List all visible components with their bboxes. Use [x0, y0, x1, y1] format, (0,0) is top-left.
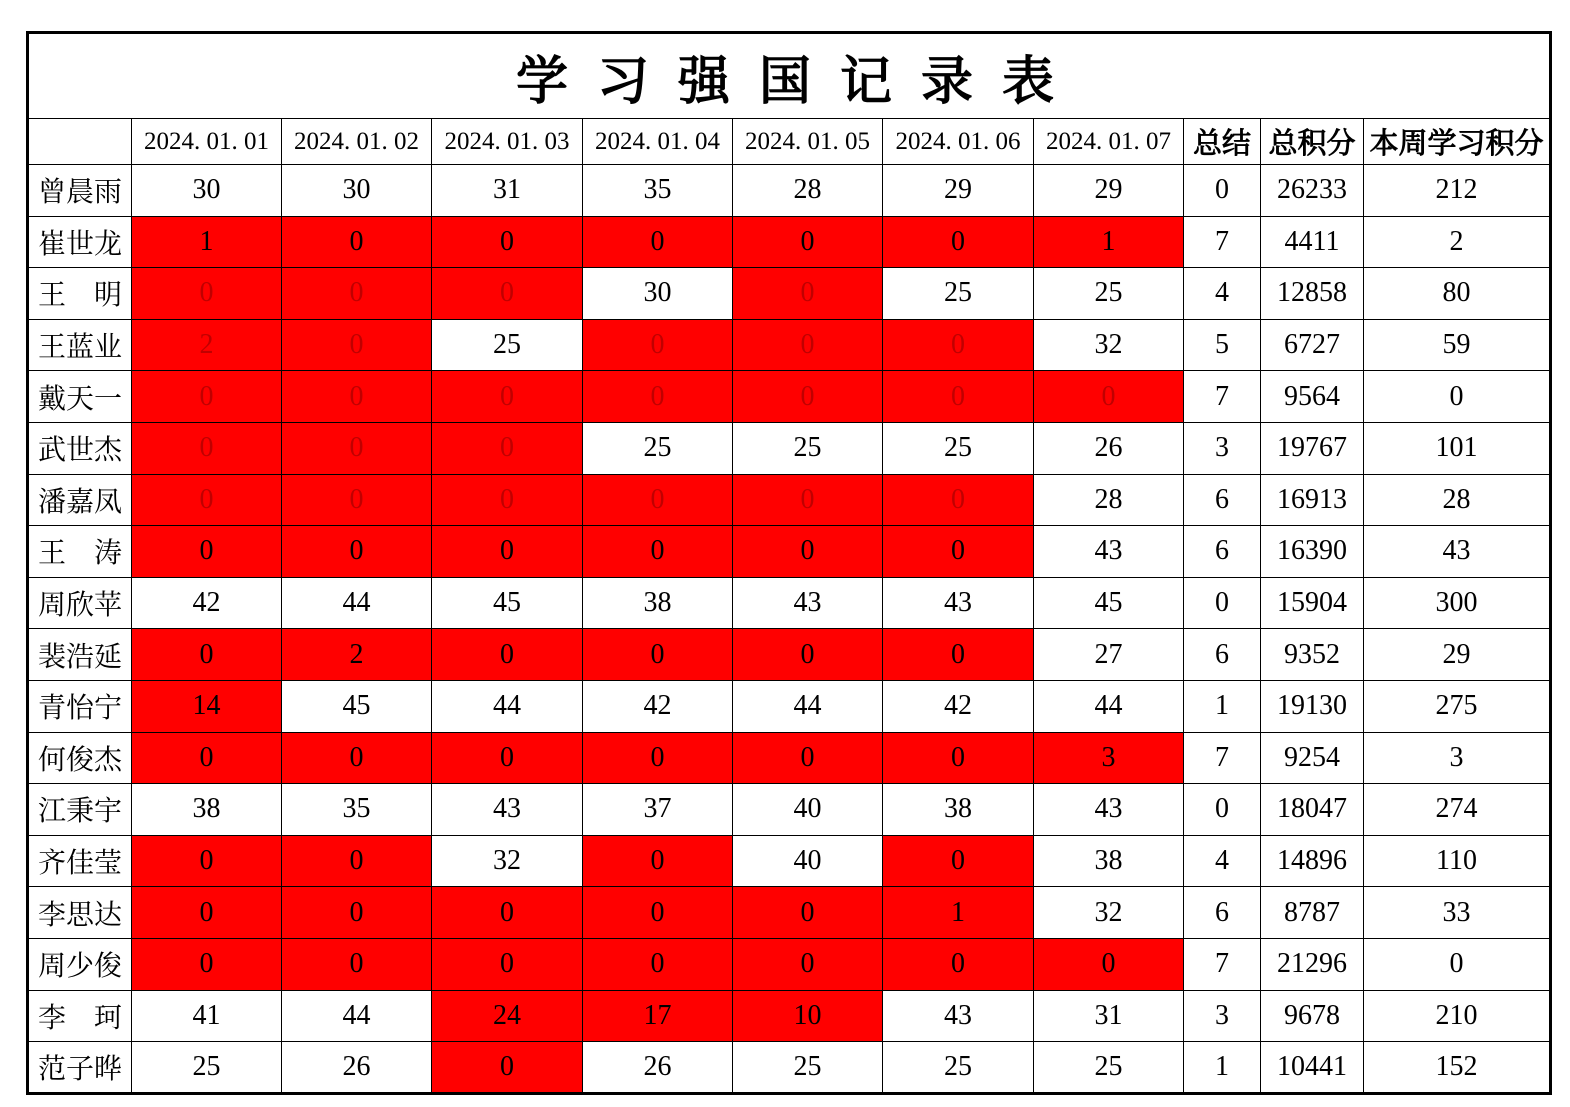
day-score-cell: 25: [883, 422, 1034, 474]
table-row: [28, 938, 1551, 990]
week-score-cell: 300: [1364, 577, 1551, 629]
day-score-cell: 32: [432, 835, 583, 887]
day-score-cell: 42: [132, 577, 282, 629]
student-name: 周欣苹: [28, 577, 132, 629]
student-name: 江秉宇: [28, 784, 132, 836]
day-score-cell: 25: [1034, 1042, 1184, 1094]
study-record-table: [26, 31, 1552, 1095]
table-row: [28, 784, 1551, 836]
week-score-cell: 33: [1364, 887, 1551, 939]
day-score-cell: 0: [432, 732, 583, 784]
week-score-cell: 274: [1364, 784, 1551, 836]
total-score-cell: 9254: [1261, 732, 1364, 784]
day-score-cell: 25: [1034, 268, 1184, 320]
table-row: [28, 268, 1551, 320]
week-score-cell: 101: [1364, 422, 1551, 474]
table-row: [28, 216, 1551, 268]
date-header-1: 2024. 01. 01: [132, 119, 282, 165]
table-row: [28, 577, 1551, 629]
day-score-cell: 29: [883, 165, 1034, 217]
day-score-cell: 32: [1034, 319, 1184, 371]
total-score-cell: 9352: [1261, 629, 1364, 681]
student-name: 李思达: [28, 887, 132, 939]
day-score-cell: 0: [132, 268, 282, 320]
day-score-cell: 0: [432, 216, 583, 268]
day-score-cell: 24: [432, 990, 583, 1042]
day-score-cell: 3: [1034, 732, 1184, 784]
total-score-cell: 21296: [1261, 938, 1364, 990]
week-score-cell: 80: [1364, 268, 1551, 320]
day-score-cell: 2: [282, 629, 432, 681]
day-score-cell: 31: [1034, 990, 1184, 1042]
day-score-cell: 14: [132, 680, 282, 732]
day-score-cell: 38: [132, 784, 282, 836]
day-score-cell: 42: [583, 680, 733, 732]
day-score-cell: 0: [132, 629, 282, 681]
summary-cell: 1: [1184, 680, 1261, 732]
table-row: [28, 165, 1551, 217]
summary-cell: 4: [1184, 268, 1261, 320]
total-score-cell: 16913: [1261, 474, 1364, 526]
day-score-cell: 0: [132, 526, 282, 578]
student-name: 范子晔: [28, 1042, 132, 1094]
date-header-4: 2024. 01. 04: [583, 119, 733, 165]
day-score-cell: 25: [733, 422, 883, 474]
student-name: 武世杰: [28, 422, 132, 474]
day-score-cell: 0: [733, 732, 883, 784]
day-score-cell: 0: [583, 835, 733, 887]
summary-cell: 0: [1184, 784, 1261, 836]
day-score-cell: 44: [733, 680, 883, 732]
student-name: 齐佳莹: [28, 835, 132, 887]
day-score-cell: 0: [733, 474, 883, 526]
day-score-cell: 0: [282, 319, 432, 371]
day-score-cell: 0: [132, 474, 282, 526]
day-score-cell: 25: [883, 268, 1034, 320]
day-score-cell: 0: [132, 938, 282, 990]
day-score-cell: 44: [1034, 680, 1184, 732]
table-row: [28, 990, 1551, 1042]
summary-cell: 6: [1184, 526, 1261, 578]
day-score-cell: 30: [583, 268, 733, 320]
day-score-cell: 10: [733, 990, 883, 1042]
day-score-cell: 25: [432, 319, 583, 371]
day-score-cell: 0: [583, 887, 733, 939]
day-score-cell: 25: [883, 1042, 1034, 1094]
week-score-cell: 212: [1364, 165, 1551, 217]
day-score-cell: 43: [1034, 526, 1184, 578]
day-score-cell: 0: [432, 629, 583, 681]
day-score-cell: 45: [432, 577, 583, 629]
day-score-cell: 0: [733, 371, 883, 423]
date-header-7: 2024. 01. 07: [1034, 119, 1184, 165]
day-score-cell: 43: [883, 577, 1034, 629]
total-score-cell: 9564: [1261, 371, 1364, 423]
day-score-cell: 37: [583, 784, 733, 836]
total-score-cell: 8787: [1261, 887, 1364, 939]
day-score-cell: 28: [733, 165, 883, 217]
day-score-cell: 38: [1034, 835, 1184, 887]
total-score-cell: 15904: [1261, 577, 1364, 629]
total-score-cell: 26233: [1261, 165, 1364, 217]
student-name: 周少俊: [28, 938, 132, 990]
student-name: 潘嘉凤: [28, 474, 132, 526]
day-score-cell: 0: [583, 732, 733, 784]
day-score-cell: 0: [282, 835, 432, 887]
student-name: 李 珂: [28, 990, 132, 1042]
day-score-cell: 0: [883, 474, 1034, 526]
student-name: 青怡宁: [28, 680, 132, 732]
day-score-cell: 1: [883, 887, 1034, 939]
total-score-cell: 18047: [1261, 784, 1364, 836]
day-score-cell: 1: [1034, 216, 1184, 268]
table-row: [28, 680, 1551, 732]
day-score-cell: 26: [583, 1042, 733, 1094]
day-score-cell: 25: [132, 1042, 282, 1094]
student-name: 裴浩延: [28, 629, 132, 681]
day-score-cell: 38: [583, 577, 733, 629]
day-score-cell: 1: [132, 216, 282, 268]
summary-cell: 6: [1184, 474, 1261, 526]
day-score-cell: 0: [132, 835, 282, 887]
week-score-cell: 0: [1364, 938, 1551, 990]
day-score-cell: 0: [733, 216, 883, 268]
day-score-cell: 0: [733, 938, 883, 990]
day-score-cell: 0: [733, 319, 883, 371]
summary-header: 总结: [1184, 119, 1261, 165]
day-score-cell: 0: [883, 371, 1034, 423]
corner-cell: [28, 119, 132, 165]
day-score-cell: 0: [883, 319, 1034, 371]
total-score-cell: 19130: [1261, 680, 1364, 732]
day-score-cell: 0: [432, 1042, 583, 1094]
summary-cell: 6: [1184, 887, 1261, 939]
week-score-cell: 110: [1364, 835, 1551, 887]
day-score-cell: 0: [733, 526, 883, 578]
header-row: [28, 119, 1551, 165]
day-score-cell: 32: [1034, 887, 1184, 939]
total-score-cell: 14896: [1261, 835, 1364, 887]
summary-cell: 4: [1184, 835, 1261, 887]
day-score-cell: 0: [282, 938, 432, 990]
day-score-cell: 43: [1034, 784, 1184, 836]
day-score-cell: 0: [432, 371, 583, 423]
total-score-cell: 4411: [1261, 216, 1364, 268]
day-score-cell: 0: [132, 887, 282, 939]
date-header-2: 2024. 01. 02: [282, 119, 432, 165]
table-row: [28, 371, 1551, 423]
week-score-cell: 2: [1364, 216, 1551, 268]
table-row: [28, 1042, 1551, 1094]
day-score-cell: 42: [883, 680, 1034, 732]
day-score-cell: 26: [282, 1042, 432, 1094]
day-score-cell: 26: [1034, 422, 1184, 474]
day-score-cell: 44: [282, 577, 432, 629]
date-header-5: 2024. 01. 05: [733, 119, 883, 165]
week-score-cell: 0: [1364, 371, 1551, 423]
day-score-cell: 44: [432, 680, 583, 732]
day-score-cell: 43: [733, 577, 883, 629]
day-score-cell: 28: [1034, 474, 1184, 526]
day-score-cell: 0: [733, 887, 883, 939]
day-score-cell: 0: [282, 216, 432, 268]
week-score-cell: 43: [1364, 526, 1551, 578]
day-score-cell: 29: [1034, 165, 1184, 217]
summary-cell: 0: [1184, 577, 1261, 629]
day-score-cell: 43: [883, 990, 1034, 1042]
week-score-cell: 59: [1364, 319, 1551, 371]
day-score-cell: 25: [583, 422, 733, 474]
student-name: 崔世龙: [28, 216, 132, 268]
day-score-cell: 45: [1034, 577, 1184, 629]
summary-cell: 3: [1184, 990, 1261, 1042]
day-score-cell: 0: [583, 629, 733, 681]
table-row: [28, 474, 1551, 526]
day-score-cell: 0: [883, 938, 1034, 990]
day-score-cell: 0: [432, 887, 583, 939]
day-score-cell: 0: [432, 268, 583, 320]
total-score-cell: 19767: [1261, 422, 1364, 474]
day-score-cell: 0: [282, 371, 432, 423]
summary-cell: 1: [1184, 1042, 1261, 1094]
table-row: [28, 526, 1551, 578]
day-score-cell: 0: [583, 938, 733, 990]
summary-cell: 7: [1184, 938, 1261, 990]
table-row: [28, 319, 1551, 371]
day-score-cell: 0: [1034, 938, 1184, 990]
day-score-cell: 40: [733, 835, 883, 887]
day-score-cell: 0: [733, 268, 883, 320]
summary-cell: 3: [1184, 422, 1261, 474]
date-header-6: 2024. 01. 06: [883, 119, 1034, 165]
day-score-cell: 27: [1034, 629, 1184, 681]
day-score-cell: 0: [432, 474, 583, 526]
day-score-cell: 0: [132, 371, 282, 423]
day-score-cell: 43: [432, 784, 583, 836]
day-score-cell: 0: [282, 474, 432, 526]
student-name: 王 涛: [28, 526, 132, 578]
day-score-cell: 0: [132, 422, 282, 474]
day-score-cell: 0: [432, 526, 583, 578]
day-score-cell: 2: [132, 319, 282, 371]
week-score-cell: 29: [1364, 629, 1551, 681]
day-score-cell: 0: [282, 526, 432, 578]
summary-cell: 7: [1184, 371, 1261, 423]
day-score-cell: 0: [282, 887, 432, 939]
table-row: [28, 422, 1551, 474]
day-score-cell: 0: [282, 732, 432, 784]
week-score-header: 本周学习积分: [1364, 119, 1551, 165]
summary-cell: 7: [1184, 216, 1261, 268]
total-score-header: 总积分: [1261, 119, 1364, 165]
day-score-cell: 0: [132, 732, 282, 784]
day-score-cell: 25: [733, 1042, 883, 1094]
summary-cell: 0: [1184, 165, 1261, 217]
table-row: [28, 835, 1551, 887]
day-score-cell: 44: [282, 990, 432, 1042]
table-row: [28, 887, 1551, 939]
day-score-cell: 35: [282, 784, 432, 836]
day-score-cell: 40: [733, 784, 883, 836]
week-score-cell: 210: [1364, 990, 1551, 1042]
title-row: [28, 33, 1551, 119]
day-score-cell: 0: [432, 938, 583, 990]
day-score-cell: 0: [282, 268, 432, 320]
summary-cell: 7: [1184, 732, 1261, 784]
week-score-cell: 3: [1364, 732, 1551, 784]
day-score-cell: 0: [883, 835, 1034, 887]
table-row: [28, 629, 1551, 681]
day-score-cell: 41: [132, 990, 282, 1042]
student-name: 曾晨雨: [28, 165, 132, 217]
day-score-cell: 0: [583, 216, 733, 268]
day-score-cell: 0: [583, 319, 733, 371]
day-score-cell: 35: [583, 165, 733, 217]
table-row: [28, 732, 1551, 784]
total-score-cell: 16390: [1261, 526, 1364, 578]
day-score-cell: 31: [432, 165, 583, 217]
date-header-3: 2024. 01. 03: [432, 119, 583, 165]
student-name: 王蓝业: [28, 319, 132, 371]
summary-cell: 6: [1184, 629, 1261, 681]
day-score-cell: 0: [733, 629, 883, 681]
total-score-cell: 9678: [1261, 990, 1364, 1042]
day-score-cell: 0: [883, 526, 1034, 578]
day-score-cell: 0: [583, 474, 733, 526]
day-score-cell: 17: [583, 990, 733, 1042]
day-score-cell: 0: [883, 629, 1034, 681]
page-title: 学 习 强 国 记 录 表: [28, 33, 1551, 119]
total-score-cell: 12858: [1261, 268, 1364, 320]
student-name: 何俊杰: [28, 732, 132, 784]
total-score-cell: 6727: [1261, 319, 1364, 371]
student-name: 戴天一: [28, 371, 132, 423]
day-score-cell: 30: [132, 165, 282, 217]
day-score-cell: 0: [1034, 371, 1184, 423]
week-score-cell: 152: [1364, 1042, 1551, 1094]
day-score-cell: 0: [883, 732, 1034, 784]
day-score-cell: 0: [282, 422, 432, 474]
week-score-cell: 275: [1364, 680, 1551, 732]
day-score-cell: 30: [282, 165, 432, 217]
student-name: 王 明: [28, 268, 132, 320]
day-score-cell: 0: [583, 526, 733, 578]
week-score-cell: 28: [1364, 474, 1551, 526]
day-score-cell: 45: [282, 680, 432, 732]
day-score-cell: 0: [432, 422, 583, 474]
summary-cell: 5: [1184, 319, 1261, 371]
day-score-cell: 0: [583, 371, 733, 423]
day-score-cell: 38: [883, 784, 1034, 836]
day-score-cell: 0: [883, 216, 1034, 268]
total-score-cell: 10441: [1261, 1042, 1364, 1094]
